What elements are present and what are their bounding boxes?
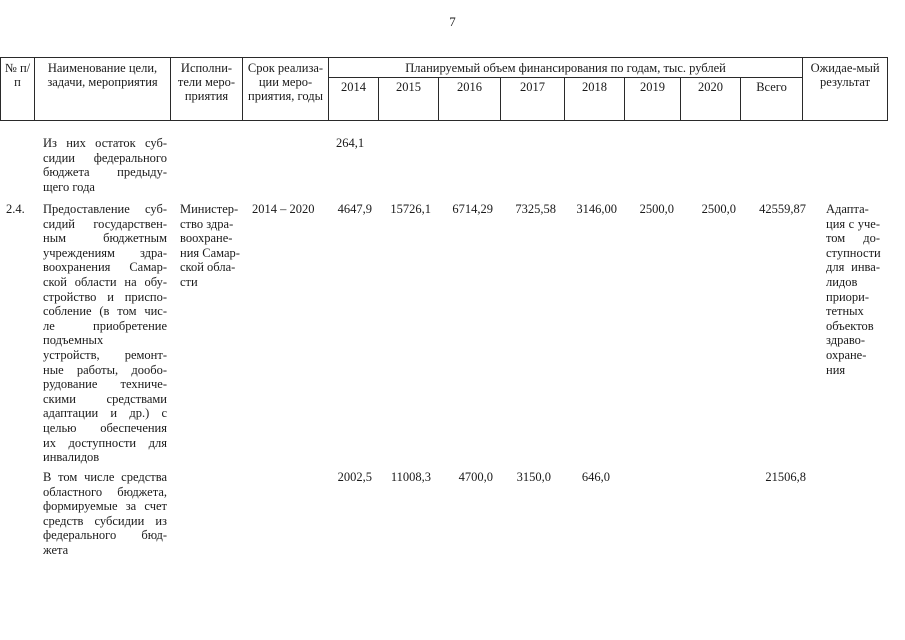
- header-col-funding: Планируемый объем финансирования по годам, тыс. рублей: [329, 58, 803, 78]
- row-3-name: В том числе средства областного бюджета, формируемые за счет средств субсидии из федерального бюд- жета: [43, 470, 167, 557]
- row-2-number: 2.4.: [6, 202, 25, 216]
- row-2-value-total: 42559,87: [759, 202, 806, 216]
- row-2-value-2016: 6714,29: [452, 202, 493, 216]
- row-2-term: 2014 – 2020: [252, 202, 315, 216]
- page-number: 7: [449, 14, 456, 29]
- row-3-value-total: 21506,8: [765, 470, 806, 484]
- row-3-value-2015: 11008,3: [390, 470, 431, 484]
- row-3-value-2016: 4700,0: [458, 470, 493, 484]
- header-year-2014: 2014: [329, 78, 379, 121]
- header-col-result: Ожидае-мый результат: [803, 58, 888, 121]
- header-col-term: Срок реализа-ции меро-приятия, годы: [243, 58, 329, 121]
- row-1-value-2014: 264,1: [336, 136, 365, 150]
- row-3-value-2014: 2002,5: [337, 470, 372, 484]
- row-3-value-2017: 3150,0: [516, 470, 551, 484]
- header-year-2017: 2017: [501, 78, 565, 121]
- row-2-value-2020: 2500,0: [701, 202, 736, 216]
- row-2-executor: Министер- ство здра- воохране- ния Самар- ской обла- сти: [180, 202, 240, 289]
- header-col-executor: Исполни-тели меро-приятия: [171, 58, 243, 121]
- row-1-name: Из них остаток суб- сидии федерального бюджета предыду- щего года: [43, 136, 167, 194]
- row-2-value-2015: 15726,1: [390, 202, 431, 216]
- row-2-value-2017: 7325,58: [515, 202, 556, 216]
- row-2-value-2018: 3146,00: [576, 202, 617, 216]
- header-year-2018: 2018: [565, 78, 625, 121]
- header-year-2015: 2015: [379, 78, 439, 121]
- header-year-2019: 2019: [625, 78, 681, 121]
- row-3-value-2018: 646,0: [581, 470, 610, 484]
- row-2-name: Предоставление суб- сидий государствен- ным бюджетным учреждениям здра- воохранения Самар- ской области на обу- стройство и приспо- собление (в том чис- ле приобретение подъемных устройств, ремонт- ные работы, дообо- рудование техниче- скими средствами адаптации и др.) с целью обеспечения их доступности для инвалидов: [43, 202, 167, 465]
- header-year-total: Всего: [741, 78, 803, 121]
- header-year-2016: 2016: [439, 78, 501, 121]
- header-col-no: № п/п: [1, 58, 35, 121]
- header-year-2020: 2020: [681, 78, 741, 121]
- row-2-result: Адапта- ция с уче- том до- ступности для инва- лидов приори- тетных объектов здраво- охране- ния: [826, 202, 881, 377]
- header-col-name: Наименование цели, задачи, мероприятия: [35, 58, 171, 121]
- row-2-value-2019: 2500,0: [639, 202, 674, 216]
- table-header: [0, 57, 888, 121]
- row-2-value-2014: 4647,9: [337, 202, 372, 216]
